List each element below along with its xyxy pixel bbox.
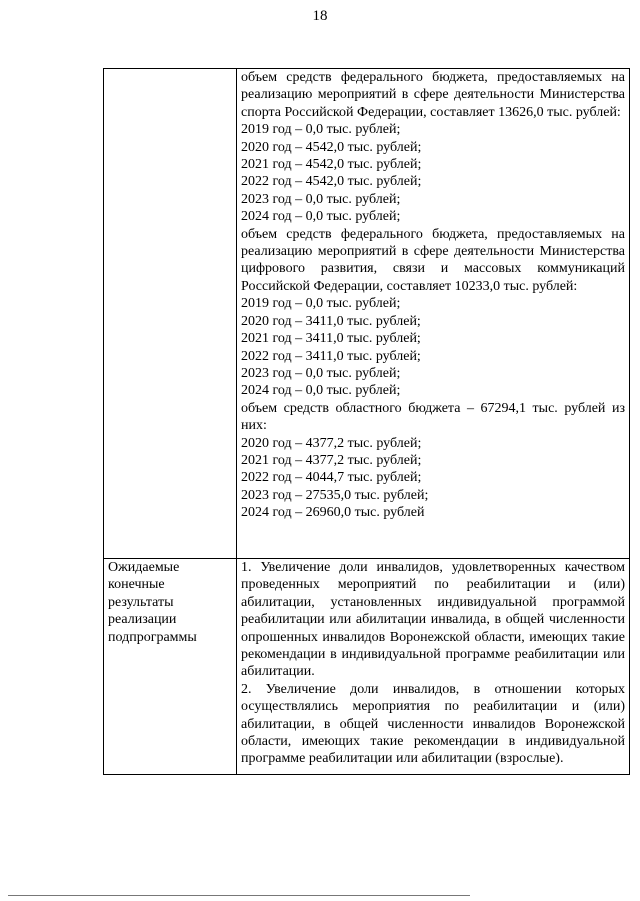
label-line: конечные bbox=[108, 577, 165, 593]
funding-year-line: 2019 год – 0,0 тыс. рублей; bbox=[241, 122, 401, 138]
funding-year-line: 2022 год – 4044,7 тыс. рублей; bbox=[241, 470, 422, 486]
funding-year-line: 2024 год – 0,0 тыс. рублей; bbox=[241, 383, 401, 399]
funding-year-line: 2022 год – 3411,0 тыс. рублей; bbox=[241, 348, 421, 364]
table-row-expected-results bbox=[104, 559, 630, 775]
expected-results-cell bbox=[237, 559, 630, 775]
funding-year-line: 2020 год – 4542,0 тыс. рублей; bbox=[241, 139, 422, 155]
footer-divider bbox=[8, 895, 470, 896]
funding-year-line: 2023 год – 0,0 тыс. рублей; bbox=[241, 191, 401, 207]
funding-cell bbox=[237, 69, 630, 559]
funding-paragraph: объем средств федерального бюджета, предоставляемых на реализацию мероприятий в сфере деятельности Министерства цифрового развития, связи и массовых коммуникаций Российской Федерации, составляет 10233,0 тыс. рублей: bbox=[241, 226, 625, 294]
subprogram-passport-table bbox=[103, 68, 630, 775]
funding-paragraph: объем средств областного бюджета – 67294,1 тыс. рублей из них: bbox=[241, 400, 625, 434]
funding-year-line: 2023 год – 27535,0 тыс. рублей; bbox=[241, 487, 429, 503]
table-row-funding bbox=[104, 69, 630, 559]
label-line: результаты bbox=[108, 594, 174, 610]
funding-year-line: 2024 год – 26960,0 тыс. рублей bbox=[241, 505, 425, 521]
funding-year-line: 2022 год – 4542,0 тыс. рублей; bbox=[241, 174, 422, 190]
label-line: реализации bbox=[108, 612, 177, 628]
funding-year-line: 2020 год – 3411,0 тыс. рублей; bbox=[241, 313, 421, 329]
funding-year-line: 2019 год – 0,0 тыс. рублей; bbox=[241, 296, 401, 312]
label-line: Ожидаемые bbox=[108, 560, 180, 575]
funding-year-line: 2021 год – 4377,2 тыс. рублей; bbox=[241, 452, 422, 468]
funding-year-line: 2023 год – 0,0 тыс. рублей; bbox=[241, 365, 401, 381]
expected-results-label-cell bbox=[104, 559, 237, 775]
funding-year-line: 2024 год – 0,0 тыс. рублей; bbox=[241, 209, 401, 225]
funding-year-line: 2021 год – 3411,0 тыс. рублей; bbox=[241, 331, 421, 347]
page-number: 18 bbox=[312, 8, 328, 24]
funding-paragraph: объем средств федерального бюджета, предоставляемых на реализацию мероприятий в сфере деятельности Министерства спорта Российской Федерации, составляет 13626,0 тыс. рублей: bbox=[241, 70, 625, 120]
funding-year-line: 2020 год – 4377,2 тыс. рублей; bbox=[241, 435, 422, 451]
label-line: подпрограммы bbox=[108, 629, 197, 645]
row-label-cell bbox=[104, 69, 237, 559]
result-item: 1. Увеличение доли инвалидов, удовлетворенных качеством проведенных мероприятий по реабилитации и (или) абилитации, установленных индивидуальной программой реабилитации или абилитации инвалида, в общей численности опрошенных инвалидов Воронежской области, имеющих такие рекомендации в индивидуальной программе реабилитации или абилитации. bbox=[241, 560, 625, 680]
funding-year-line: 2021 год – 4542,0 тыс. рублей; bbox=[241, 157, 422, 173]
result-item: 2. Увеличение доли инвалидов, в отношении которых осуществлялись мероприятия по реабилитации и (или) абилитации, в общей численности инвалидов Воронежской области, имеющих такие рекомендации в индивидуальной программе реабилитации или абилитации (взрослые). bbox=[241, 681, 625, 767]
